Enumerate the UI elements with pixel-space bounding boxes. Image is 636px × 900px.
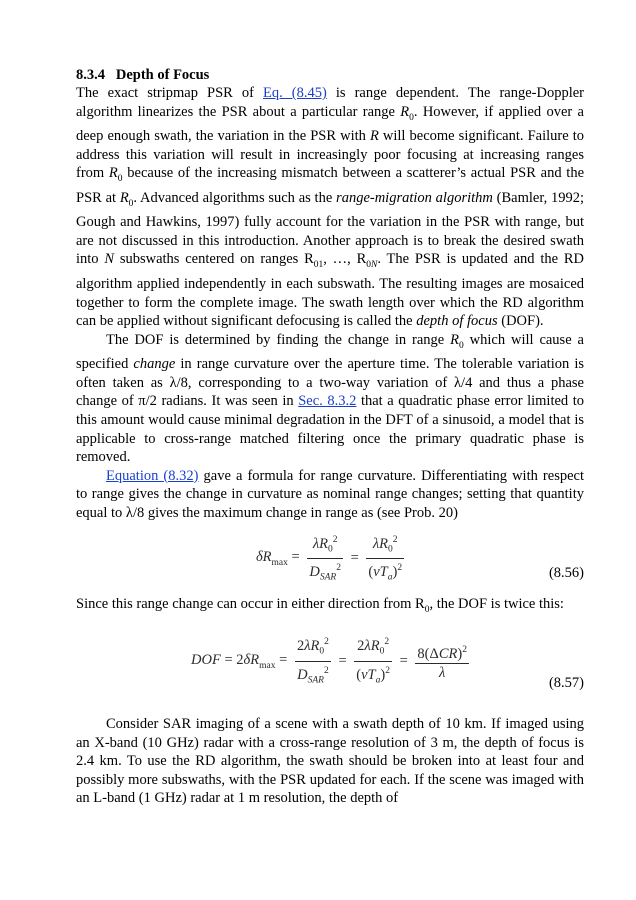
section-number: 8.3.4 — [76, 67, 105, 83]
section-title: Depth of Focus — [115, 67, 210, 83]
equation-8-57 — [76, 619, 584, 701]
page-content — [76, 66, 584, 808]
paragraph-5: Consider SAR imaging of a scene with a swath depth of 10 km. If imaged using an X-band (10 GHz) radar with a cross-range resolution of 3 m, the depth of focus is 2.4 km. To use the RD algorithm, the swath should be broken into at least four and possibly more subswaths, with the PSR updated for each. If the scene was imaged with an L-band (1 GHz) radar at 1 m resolution, the depth of — [76, 716, 584, 807]
paragraph-3: Equation (8.32) gave a formula for range curvature. Differentiating with respect to range gives the change in curvature as nominal range changes; setting that quantity equal to λ/8 gives the maximum change in range as (see Prob. 20) — [76, 467, 584, 521]
link-sec-8-3-2[interactable]: Sec. 8.3.2 — [298, 393, 357, 410]
paragraph-4: Since this range change can occur in either direction from $R_0$, the DOF is twice this: — [76, 595, 564, 615]
link-equation-8-32[interactable]: Equation (8.32) — [106, 467, 199, 484]
paragraph-2: The DOF is determined by finding the change in range $R_0$ which will cause a specified change in range curvature over the aperture time. The tolerable variation is often taken as λ/8, corresponding to a two-way variation of λ/4 and thus a phase change of π/2 radians. It was seen in Sec. 8.3.2 that a quadratic phase error limited to this amount would cause minimal degradation in the DFT of a sinusoid, a model that is applicable to cross-range matched filtering once the primary quadratic phase is removed. — [76, 331, 585, 466]
paragraph-1: The exact stripmap PSR of Eq. (8.45) is range dependent. The range-Doppler algorithm linearizes the PSR about a particular range $R_0$. However, if applied over a deep enough swath, the variation in the PSR with R will become significant. Failure to address this variation will result in increasingly poor focusing at increasing ranges from $R_0$ because of the increasing mismatch between a scatterer’s actual PSR and the PSR at $R_0$. Advanced algorithms such as the range-migration algorithm (Bamler, 1992; Gough and Hawkins, 1997) fully account for the variation in the PSR with range, but are not discussed in this introduction. Another approach is to break the desired swath into N subswaths centered on ranges $R_{01}$, …, $R_{0N}$. The PSR is updated and the RD algorithm applied independently in each subswath. The resulting images are mosaiced together to form the complete image. The swath length over which the RD algorithm can be applied without significant defocusing is called the depth of focus (DOF). — [76, 85, 585, 330]
equation-number-8-56: (8.56) — [548, 564, 584, 581]
equation-8-56-formula: $\delta R_{max}$ = $\frac{\lambda R_0^2}{D_{SAR}^2}$ = $\frac{\lambda R_0^2}{(vT_a)^2}$ — [76, 531, 584, 587]
equation-8-56 — [76, 523, 584, 595]
section-heading — [76, 66, 584, 84]
link-eq-8-45[interactable]: Eq. (8.45) — [263, 85, 327, 101]
equation-8-57-formula: DOF = $2\delta R_{max}$ = $\frac{2\lambda R_0^2}{D_{SAR}^2}$ = $\frac{2\lambda R_0^2}{(vT_a)^2}$ = $\frac{8(\Delta CR)^2}{\lambda}$ — [76, 633, 584, 689]
equation-number-8-57: (8.57) — [548, 675, 584, 691]
